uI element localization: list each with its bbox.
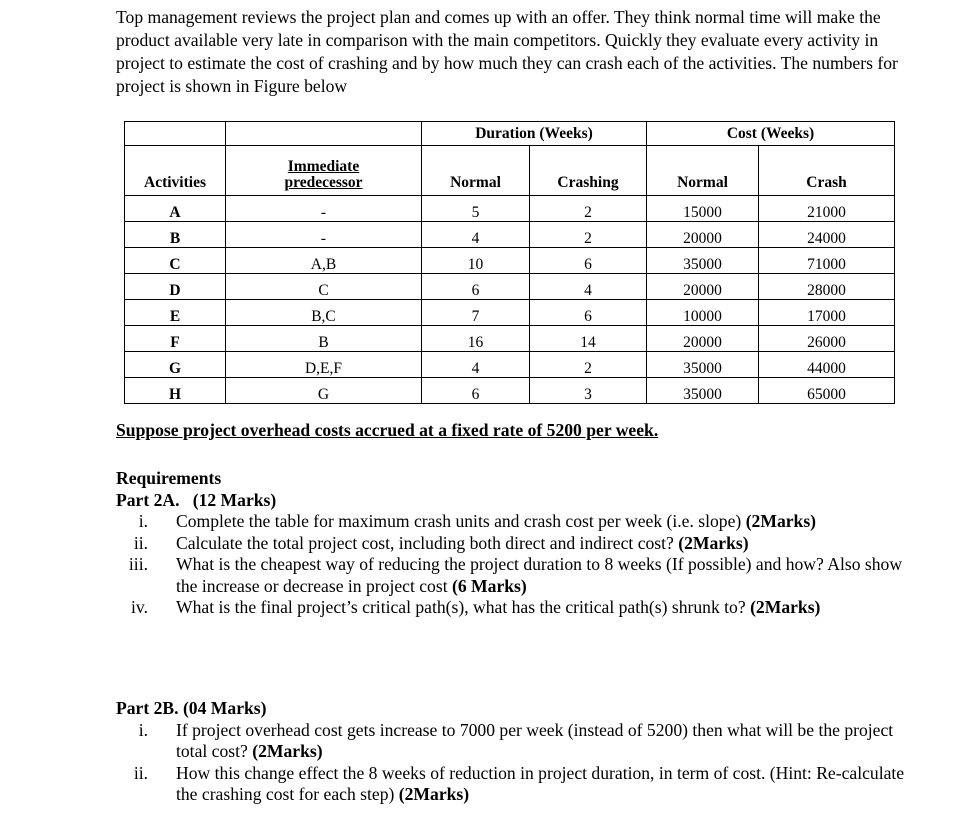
table-row xyxy=(125,378,895,404)
requirements-part-2a xyxy=(116,468,906,619)
normal-cost-cell: 15000 xyxy=(647,196,759,222)
normal-duration-cell: 7 xyxy=(422,300,530,326)
crash-cost-cell: 26000 xyxy=(759,326,895,352)
table-row xyxy=(125,222,895,248)
crashing-cell: 6 xyxy=(530,248,647,274)
activities-header: Activities xyxy=(125,146,226,196)
table-row xyxy=(125,274,895,300)
normal-duration-cell: 6 xyxy=(422,274,530,300)
list-item xyxy=(116,763,906,806)
activity-cell: G xyxy=(125,352,226,378)
requirements-part-2b xyxy=(116,698,906,806)
item-marks: (6 Marks) xyxy=(452,575,527,596)
crash-cost-cell: 17000 xyxy=(759,300,895,326)
normal-cost-header: Normal xyxy=(647,146,759,196)
crash-cost-cell: 21000 xyxy=(759,196,895,222)
normal-duration-cell: 4 xyxy=(422,222,530,248)
requirements-title: Requirements xyxy=(116,468,222,488)
table-row xyxy=(125,300,895,326)
normal-duration-cell: 16 xyxy=(422,326,530,352)
activity-cell: A xyxy=(125,196,226,222)
item-text: What is the cheapest way of reducing the project duration to 8 weeks (If possible) and how? Also show the increase or decrease in project cost xyxy=(176,554,903,596)
item-number: i. xyxy=(138,719,148,740)
activity-cell: E xyxy=(125,300,226,326)
crash-cost-cell: 65000 xyxy=(759,378,895,404)
normal-duration-header: Normal xyxy=(422,146,530,196)
item-number: ii. xyxy=(133,532,148,553)
item-marks: (2Marks) xyxy=(750,597,821,617)
normal-duration-cell: 6 xyxy=(422,378,530,404)
crashing-cell: 2 xyxy=(530,196,647,222)
part-2a-list xyxy=(116,511,906,619)
predecessor-cell: G xyxy=(226,378,422,404)
list-item xyxy=(116,511,906,533)
item-marks: (2Marks) xyxy=(252,741,323,761)
item-marks: (2Marks) xyxy=(678,532,749,553)
crash-cost-cell: 44000 xyxy=(759,352,895,378)
item-text: If project overhead cost gets increase to 7000 per week (instead of 5200) then what will be the project total cost? xyxy=(176,719,894,761)
list-item xyxy=(116,554,906,597)
predecessor-cell: D,E,F xyxy=(226,352,422,378)
table-column-header-row xyxy=(125,146,895,196)
predecessor-cell: - xyxy=(226,222,422,248)
activity-cell: D xyxy=(125,274,226,300)
table-row xyxy=(125,326,895,352)
crashing-cell: 3 xyxy=(530,378,647,404)
normal-duration-cell: 10 xyxy=(422,248,530,274)
project-table xyxy=(124,121,895,404)
item-number: iv. xyxy=(131,597,148,617)
item-marks: (2Marks) xyxy=(398,784,470,804)
normal-cost-cell: 20000 xyxy=(647,326,759,352)
crash-cost-cell: 24000 xyxy=(759,222,895,248)
normal-cost-cell: 20000 xyxy=(647,222,759,248)
normal-cost-cell: 10000 xyxy=(647,300,759,326)
overhead-note: Suppose project overhead costs accrued at a fixed rate of 5200 per week. xyxy=(116,420,659,440)
crashing-cell: 6 xyxy=(530,300,647,326)
activity-cell: B xyxy=(125,222,226,248)
crashing-header: Crashing xyxy=(530,146,647,196)
item-marks: (2Marks) xyxy=(745,511,817,531)
cost-group-header: Cost (Weeks) xyxy=(647,122,895,146)
part-2a-title: Part 2A. (12 Marks) xyxy=(116,489,277,510)
crash-cost-cell: 28000 xyxy=(759,274,895,300)
table-group-header-row xyxy=(125,122,895,146)
predecessor-header: Immediate predecessor xyxy=(226,146,422,196)
crashing-cell: 14 xyxy=(530,326,647,352)
predecessor-cell: A,B xyxy=(226,248,422,274)
normal-cost-cell: 35000 xyxy=(647,248,759,274)
activity-cell: H xyxy=(125,378,226,404)
list-item xyxy=(116,533,906,555)
normal-cost-cell: 20000 xyxy=(647,274,759,300)
item-text: What is the final project’s critical path(s), what has the critical path(s) shrunk to? xyxy=(176,597,746,617)
table-row xyxy=(125,352,895,378)
crashing-cell: 2 xyxy=(530,352,647,378)
part-2b-list xyxy=(116,720,906,806)
activity-cell: C xyxy=(125,248,226,274)
item-number: i. xyxy=(138,511,148,531)
intro-paragraph: Top management reviews the project plan and comes up with an offer. They think normal time will make the product available very late in comparison with the main competitors. Quickly they evaluate every activity in project to estimate the cost of crashing and by how much they can crash each of the activities. The numbers for project is shown in Figure below xyxy=(116,7,898,96)
crash-cost-cell: 71000 xyxy=(759,248,895,274)
activity-cell: F xyxy=(125,326,226,352)
table-row xyxy=(125,248,895,274)
item-text: Calculate the total project cost, including both direct and indirect cost? xyxy=(176,532,674,553)
duration-group-header: Duration (Weeks) xyxy=(422,122,647,146)
normal-duration-cell: 5 xyxy=(422,196,530,222)
item-number: iii. xyxy=(128,554,148,574)
list-item xyxy=(116,720,906,763)
crashing-cell: 2 xyxy=(530,222,647,248)
normal-cost-cell: 35000 xyxy=(647,378,759,404)
crash-cost-header: Crash xyxy=(759,146,895,196)
list-item xyxy=(116,597,906,619)
normal-duration-cell: 4 xyxy=(422,352,530,378)
table-row xyxy=(125,196,895,222)
item-number: ii. xyxy=(133,762,148,783)
normal-cost-cell: 35000 xyxy=(647,352,759,378)
item-text: How this change effect the 8 weeks of reduction in project duration, in term of cost. (Hint: Re-calculate the crashing cost for each step) xyxy=(176,762,905,804)
predecessor-cell: B,C xyxy=(226,300,422,326)
item-text: Complete the table for maximum crash units and crash cost per week (i.e. slope) xyxy=(176,511,742,531)
part-2b-title: Part 2B. (04 Marks) xyxy=(116,698,267,718)
predecessor-cell: C xyxy=(226,274,422,300)
crashing-cell: 4 xyxy=(530,274,647,300)
predecessor-cell: - xyxy=(226,196,422,222)
predecessor-cell: B xyxy=(226,326,422,352)
